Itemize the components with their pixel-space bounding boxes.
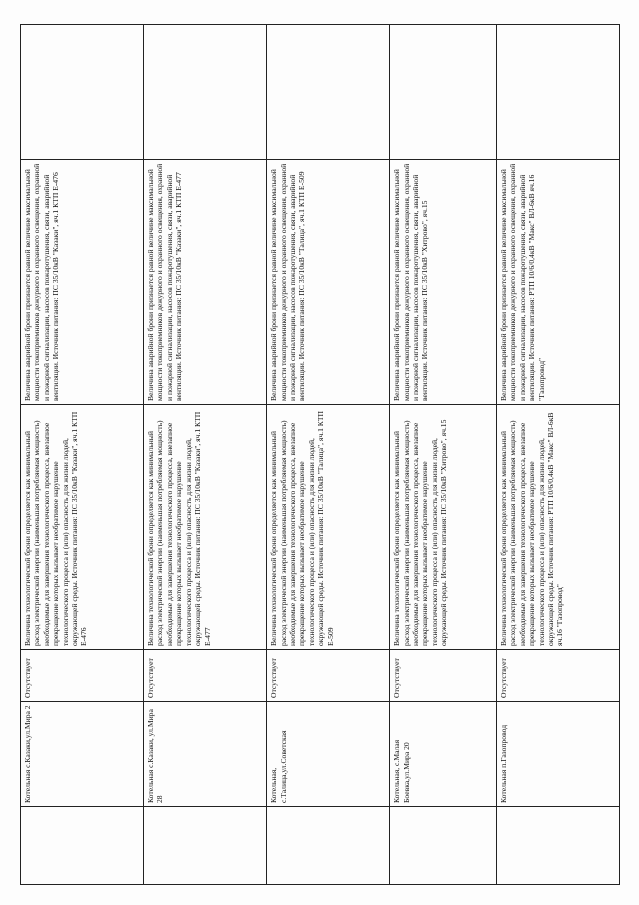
empty-cell	[390, 25, 497, 160]
status-cell: Отсутствует	[21, 650, 144, 702]
status-cell: Отсутствует	[390, 650, 497, 702]
tech-reserve-cell: Величина технологической брони определяется как минимальный расход электрической энергии (наименьшая потребляемая мощность) необходимые для завершения технологического процесса, внезапное прекращение которых вызывает необратимое нарушение технологического процесса и (или) опасность для жизни людей, окружающей среды. Источник питания: ПС 35/10кВ "Хитрово", яч.15	[390, 405, 497, 650]
empty-cell	[267, 25, 390, 160]
status-cell: Отсутствует	[496, 650, 619, 702]
object-cell: Котельная, с.Малая Боевка,ул.Мира 20	[390, 702, 497, 807]
status-cell: Отсутствует	[267, 650, 390, 702]
tech-reserve-cell: Величина технологической брони определяется как минимальный расход электрической энергии (наименьшая потребляемая мощность) необходимые для завершения технологического процесса, внезапное прекращение которых вызывает необратимое нарушение технологического процесса и (или) опасность для жизни людей, окружающей среды. Источник питания: ПС 35/10кВ "Талица", яч.1 КТП Е-509	[267, 405, 390, 650]
object-cell: Котельная, с.Талица,ул.Советская	[267, 702, 390, 807]
emergency-reserve-cell: Величина аварийной брони признается равной величине максимальной мощности токоприемников дежурного и охранного освещения, охранной и пожарной сигнализации, насосов пожаротушения, связи, аварийной вентиляции. Источник питания: РТП 10/6/0,4кВ "Макс" ВЛ-6кВ яч.16 "Газопровод"	[496, 160, 619, 405]
empty-cell	[267, 807, 390, 885]
table-row	[144, 25, 267, 885]
table-row	[267, 25, 390, 885]
table-row	[390, 25, 497, 885]
empty-cell	[144, 25, 267, 160]
emergency-reserve-cell: Величина аварийной брони признается равной величине максимальной мощности токоприемников дежурного и охранного освещения, охранной и пожарной сигнализации, насосов пожаротушения, связи, аварийной вентиляции. Источник питания: ПС 35/10кВ "Казаки", яч.1 КТП Е-476	[21, 160, 144, 405]
emergency-reserve-cell: Величина аварийной брони признается равной величине максимальной мощности токоприемников дежурного и охранного освещения, охранной и пожарной сигнализации, насосов пожаротушения, связи, аварийной вентиляции. Источник питания: ПС 35/10кВ "Талица", яч.1 КТП Е-509	[267, 160, 390, 405]
rotated-table-container	[20, 25, 620, 885]
tech-reserve-cell: Величина технологической брони определяется как минимальный расход электрической энергии (наименьшая потребляемая мощность) необходимые для завершения технологического процесса, внезапное прекращение которых вызывает необратимое нарушение технологического процесса и (или) опасность для жизни людей, окружающей среды. Источник питания: ПС 35/10кВ "Казаки", яч.1 КТП Е-476	[21, 405, 144, 650]
empty-cell	[390, 807, 497, 885]
power-reserve-table	[20, 24, 620, 885]
empty-cell	[21, 807, 144, 885]
emergency-reserve-cell: Величина аварийной брони признается равной величине максимальной мощности токоприемников дежурного и охранного освещения, охранной и пожарной сигнализации, насосов пожаротушения, связи, аварийной вентиляции. Источник питания: ПС 35/10кВ "Казаки", яч.1 КТП Е-477	[144, 160, 267, 405]
object-cell: Котельная п.Газопровод	[496, 702, 619, 807]
empty-cell	[144, 807, 267, 885]
object-cell: Котельная с.Казаки, ул.Мира 28	[144, 702, 267, 807]
emergency-reserve-cell: Величина аварийной брони признается равной величине максимальной мощности токоприемников дежурного и охранного освещения, охранной и пожарной сигнализации, насосов пожаротушения, связи, аварийной вентиляции. Источник питания: ПС 35/10кВ "Хитрово", яч.15	[390, 160, 497, 405]
empty-cell	[496, 807, 619, 885]
status-cell: Отсутствует	[144, 650, 267, 702]
table-row	[496, 25, 619, 885]
tech-reserve-cell: Величина технологической брони определяется как минимальный расход электрической энергии (наименьшая потребляемая мощность) необходимые для завершения технологического процесса, внезапное прекращение которых вызывает необратимое нарушение технологического процесса и (или) опасность для жизни людей, окружающей среды. Источник питания: РТП 10/6/0,4кВ "Макс" ВЛ-6кВ яч.16 "Газопровод"	[496, 405, 619, 650]
object-cell: Котельная с.Казаки,ул.Мира 2	[21, 702, 144, 807]
tech-reserve-cell: Величина технологической брони определяется как минимальный расход электрической энергии (наименьшая потребляемая мощность) необходимые для завершения технологического процесса, внезапное прекращение которых вызывает необратимое нарушение технологического процесса и (или) опасность для жизни людей, окружающей среды. Источник питания: ПС 35/10кВ "Казаки", яч.1 КТП Е-477	[144, 405, 267, 650]
empty-cell	[496, 25, 619, 160]
empty-cell	[21, 25, 144, 160]
table-row	[21, 25, 144, 885]
